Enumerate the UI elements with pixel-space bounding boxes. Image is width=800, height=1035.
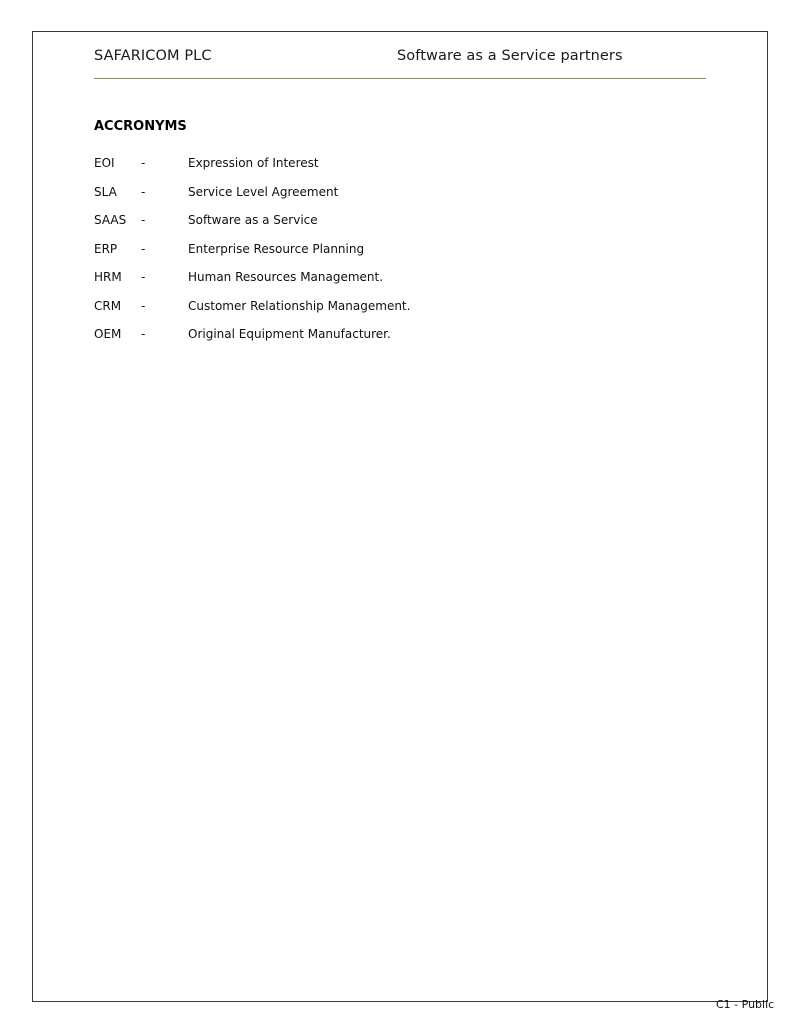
acronym-abbr: ERP [94,241,118,256]
section-title: ACCRONYMS [94,119,187,134]
acronym-separator: - [141,327,146,341]
acronym-definition: Software as a Service [188,213,318,227]
acronym-abbr: OEM [94,327,122,341]
acronym-separator: - [141,156,146,170]
header-document-title: Software as a Service partners [397,48,623,64]
acronym-separator: - [141,184,146,199]
acronym-definition: Human Resources Management. [188,270,384,284]
acronym-separator: - [141,241,146,256]
acronym-definition: Expression of Interest [188,156,319,170]
header-company: SAFARICOM PLC [94,48,212,64]
header-divider [94,78,706,79]
acronym-abbr: CRM [94,298,122,313]
acronym-abbr: SAAS [94,213,127,227]
acronym-separator: - [141,213,146,227]
classification-label: C1 - Public [716,998,775,1011]
page-frame [32,31,768,1002]
acronym-abbr: EOI [94,156,115,170]
acronym-definition: Enterprise Resource Planning [188,241,365,256]
acronym-definition: Original Equipment Manufacturer. [188,327,391,341]
acronym-abbr: HRM [94,270,122,284]
acronym-abbr: SLA [94,184,117,199]
acronym-definition: Customer Relationship Management. [188,298,411,313]
acronym-separator: - [141,298,146,313]
acronym-definition: Service Level Agreement [188,184,339,199]
acronym-separator: - [141,270,146,284]
